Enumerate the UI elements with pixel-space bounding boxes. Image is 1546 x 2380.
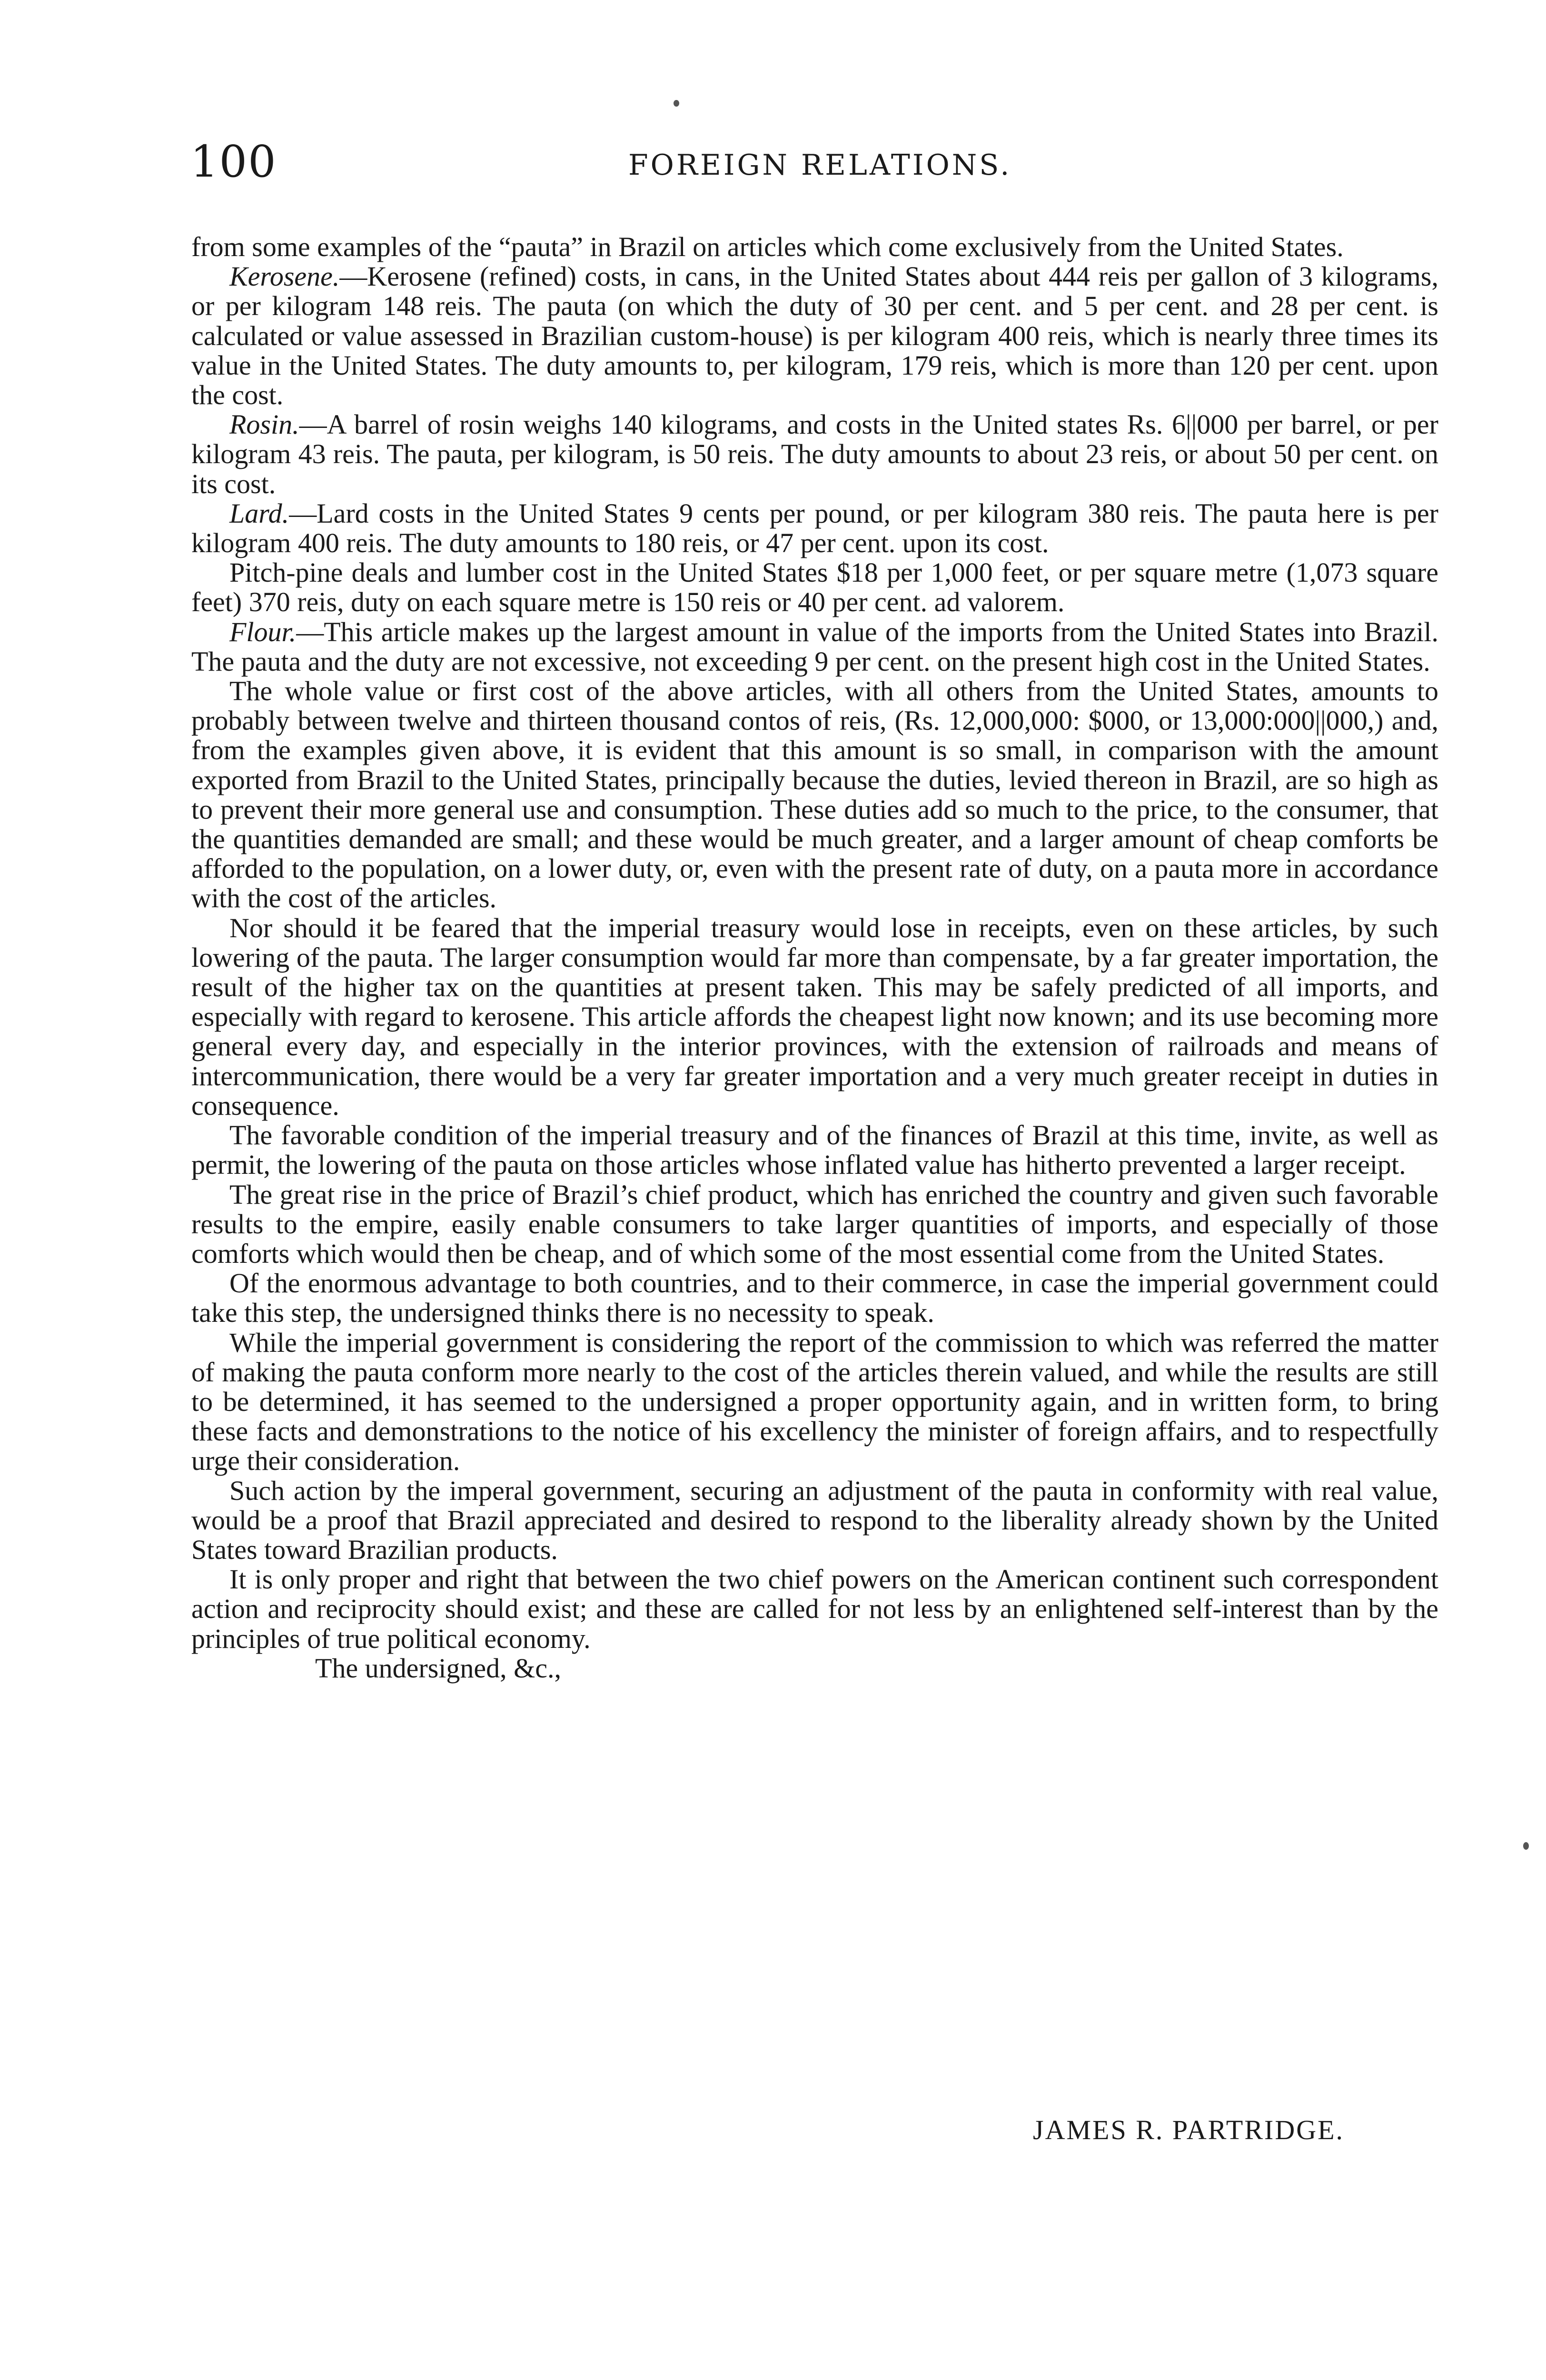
page-speck xyxy=(1523,1842,1529,1850)
closing-line: The undersigned, &c., xyxy=(315,1652,562,1684)
paragraph-rosin: Rosin.—A barrel of rosin weighs 140 kilograms, and costs in the United states Rs. 6||000 per barrel, or per kilogram 43 reis. The pauta, per kilogram, is 50 reis. The duty amounts to about 23 reis, or about 50 per cent. on its cost. xyxy=(191,409,1438,499)
paragraph: Such action by the imperal government, securing an adjustment of the pauta in conformity with real value, would be a proof that Brazil appreciated and desired to respond to the liberality already shown by the United States toward Brazilian products. xyxy=(191,1475,1438,1565)
paragraph: It is only proper and right that between the two chief powers on the American continent such correspondent action and reciprocity should exist; and these are called for not less by an enlightened self-interest than by the principles of true political economy. xyxy=(191,1564,1438,1654)
paragraph-pitch-pine: Pitch-pine deals and lumber cost in the United States $18 per 1,000 feet, or per square metre (1,073 square feet) 370 reis, duty on each square metre is 150 reis or 40 per cent. ad valorem. xyxy=(191,557,1438,618)
paragraph-flour: Flour.—This article makes up the largest amount in value of the imports from the United States into Brazil. The pauta and the duty are not excessive, not exceeding 9 per cent. on the present high cost in the United States. xyxy=(191,616,1438,677)
paragraph: While the imperial government is considering the report of the commission to which was referred the matter of making the pauta conform more nearly to the cost of the articles therein valued, and while the results are still to be determined, it has seemed to the undersigned a proper opportunity again, and in written form, to bring these facts and demonstrations to the notice of his excellency the minister of foreign affairs, and to respectfully urge their consideration. xyxy=(191,1327,1438,1477)
page-header xyxy=(190,136,1442,198)
paragraph: The favorable condition of the imperial treasury and of the finances of Brazil at this time, invite, as well as permit, the lowering of the pauta on those articles whose inflated value has hitherto prevented a larger receipt. xyxy=(191,1120,1438,1180)
paragraph-lead: Lard. xyxy=(229,497,289,529)
paragraph-lard: Lard.—Lard costs in the United States 9 cents per pound, or per kilogram 380 reis. The pauta here is per kilogram 400 reis. The duty amounts to 180 reis, or 47 per cent. upon its cost. xyxy=(191,497,1438,559)
paragraph: from some examples of the “pauta” in Brazil on articles which come exclusively from the United States. xyxy=(191,231,1344,262)
paragraph: Nor should it be feared that the imperial treasury would lose in receipts, even on these articles, by such lowering of the pauta. The larger consumption would far more than compensate, by a far greater importation, the result of the higher tax on the quantities at present taken. This may be safely predicted of all imports, and especially with regard to kerosene. This article affords the cheapest light now known; and its use becoming more general every day, and especially in the interior provinces, with the extension of railroads and means of intercommunication, there would be a very far greater importation and a very much greater receipt in duties in consequence. xyxy=(191,912,1438,1121)
page-number: 100 xyxy=(190,136,277,187)
paragraph-lead: Rosin. xyxy=(229,409,299,440)
running-title: FOREIGN RELATIONS. xyxy=(628,149,1012,182)
paragraph-kerosene: Kerosene.—Kerosene (refined) costs, in cans, in the United States about 444 reis per gallon of 3 kilograms, or per kilogram 148 reis. The pauta (on which the duty of 30 per cent. and 5 per cent. and 28 per cent. is calculated or value assessed in Brazilian custom-house) is per kilogram 400 reis, which is nearly three times its value in the United States. The duty amounts to, per kilogram, 179 reis, which is more than 120 per cent. upon the cost. xyxy=(191,261,1438,411)
page-speck xyxy=(674,100,679,107)
signature: JAMES R. PARTRIDGE. xyxy=(1033,2114,1345,2145)
paragraph: The great rise in the price of Brazil’s chief product, which has enriched the country and given such favorable results to the empire, easily enable consumers to take larger quantities of imports, and especially of those comforts which would then be cheap, and of which some of the most essential come from the United States. xyxy=(191,1179,1438,1269)
paragraph: Of the enormous advantage to both countries, and to their commerce, in case the imperial government could take this step, the undersigned thinks there is no necessity to speak. xyxy=(191,1268,1438,1329)
paragraph-lead: Flour. xyxy=(229,616,297,647)
paragraph: The whole value or first cost of the above articles, with all others from the United States, amounts to probably between twelve and thirteen thousand contos of reis, (Rs. 12,000,000: $000, or 13,000:000||000,) and, from the examples given above, it is evident that this amount is so small, in comparison with the amount exported from Brazil to the United States, principally because the duties, levied thereon in Brazil, are so high as to prevent their more general use and consumption. These duties add so much to the price, to the consumer, that the quantities demanded are small; and these would be much greater, and a larger amount of cheap comforts be afforded to the population, on a lower duty, or, even with the present rate of duty, on a pauta more in accordance with the cost of the articles. xyxy=(191,675,1438,914)
paragraph-lead: Kerosene. xyxy=(229,261,340,292)
body-text xyxy=(191,232,1438,1683)
